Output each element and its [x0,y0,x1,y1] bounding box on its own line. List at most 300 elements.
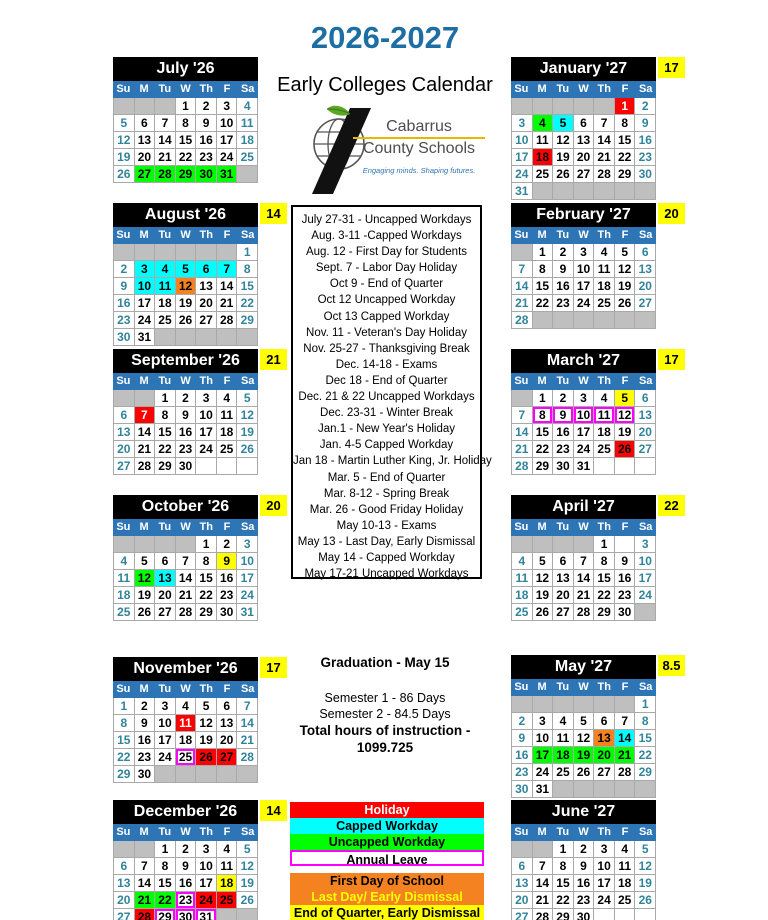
day-cell: 2 [176,841,197,858]
day-cell: 15 [533,424,554,441]
day-cell: 26 [615,295,636,312]
day-cell: 30 [135,766,156,783]
day-cell: 22 [155,892,176,909]
day-cell: 27 [574,166,595,183]
day-cell: 23 [135,749,156,766]
event-line: Mar. 8-12 - Spring Break [323,487,450,500]
event-line: Jan. 4-5 Capped Workday [319,439,454,452]
month-title: September '26 [113,349,258,373]
week-row [114,312,258,329]
weekday-label: Th [597,375,611,387]
week-row [512,98,656,115]
day-cell [594,696,615,713]
weekday-label: W [180,83,191,95]
weekday-label: F [621,229,629,241]
event-line: May 14 - Capped Workday [318,551,455,564]
day-cell: 8 [635,713,656,730]
weekday-header-row [113,227,258,244]
day-cell [533,841,554,858]
day-cell [574,696,595,713]
summary-block [270,655,500,755]
day-cell [196,458,217,475]
week-row [512,587,656,604]
week-row [512,713,656,730]
weekday-label: W [180,826,191,838]
day-cell [135,536,156,553]
day-cell [635,909,656,920]
day-cell: 17 [135,295,156,312]
day-cell: 11 [553,730,574,747]
day-cell: 6 [217,698,238,715]
day-cell: 13 [155,570,176,587]
logo-text [353,118,485,175]
day-cell: 5 [237,841,258,858]
day-cell: 18 [217,424,238,441]
day-cell: 19 [553,149,574,166]
day-cell [615,781,636,798]
week-row [512,781,656,798]
day-cell: 25 [594,295,615,312]
weekday-label: Sa [638,375,653,387]
day-cell: 27 [155,604,176,621]
month-june-27 [511,800,656,920]
week-row [512,115,656,132]
day-cell: 28 [155,166,176,183]
day-cell [114,98,135,115]
day-cell: 3 [594,841,615,858]
day-cell: 6 [135,115,156,132]
page-title: 2026-2027 [310,20,460,55]
week-row [114,132,258,149]
day-cell: 16 [615,570,636,587]
week-row [512,570,656,587]
weekday-label: W [180,683,191,695]
event-line: May 13 - Last Day, Early Dismissal [297,535,476,548]
day-cell [237,166,258,183]
weekday-label: Tu [556,681,570,693]
day-cell [635,781,656,798]
day-cell: 29 [553,909,574,920]
day-cell [155,329,176,346]
month-title: June '27 [511,800,656,824]
day-cell: 20 [217,732,238,749]
week-row [114,749,258,766]
legend-item: Capped Workday [290,818,484,834]
day-cell: 16 [635,132,656,149]
day-cell [574,183,595,200]
day-cell [512,244,533,261]
weekday-label: F [223,826,231,838]
day-cell: 16 [176,424,197,441]
day-cell: 21 [574,587,595,604]
day-cell: 29 [237,312,258,329]
day-cell: 8 [533,261,554,278]
day-cell: 18 [615,875,636,892]
day-cell: 27 [135,166,156,183]
day-cell [176,536,197,553]
day-cell: 31 [512,183,533,200]
weekday-label: F [223,229,231,241]
day-cell: 30 [512,781,533,798]
day-cell [196,329,217,346]
day-cell: 2 [553,244,574,261]
day-cell: 11 [237,115,258,132]
weekday-label: Sa [240,521,255,533]
day-cell: 30 [176,458,197,475]
weekday-header-row [113,519,258,536]
day-cell [635,458,656,475]
weekday-label: Tu [158,375,172,387]
weekday-label: Tu [556,826,570,838]
weekday-label: M [537,229,547,241]
day-cell: 11 [594,407,615,424]
week-row [512,278,656,295]
day-cell: 8 [553,858,574,875]
day-cell [594,312,615,329]
day-cell: 11 [512,570,533,587]
day-cell [615,183,636,200]
day-cell: 10 [217,115,238,132]
day-cell: 6 [594,713,615,730]
day-cell: 31 [196,909,217,920]
event-line: Dec. 14-18 - Exams [335,358,438,371]
day-cell: 5 [237,390,258,407]
day-cell: 5 [135,553,156,570]
day-cell: 27 [635,295,656,312]
day-cell: 22 [155,441,176,458]
day-cell [574,781,595,798]
day-cell: 15 [114,732,135,749]
weekday-label: F [621,83,629,95]
day-cell: 19 [114,149,135,166]
day-cell: 11 [217,407,238,424]
weekday-label: Th [597,521,611,533]
day-cell: 13 [217,715,238,732]
day-cell [574,536,595,553]
weekday-label: Su [116,521,131,533]
day-cell [533,696,554,713]
event-line: Dec. 23-31 - Winter Break [320,407,453,420]
day-cell: 11 [155,278,176,295]
day-cell: 2 [176,390,197,407]
day-cell: 11 [533,132,554,149]
weekday-label: Tu [158,521,172,533]
day-cell: 12 [615,407,636,424]
day-cell: 22 [615,149,636,166]
day-cell: 8 [155,407,176,424]
day-cell: 11 [176,715,197,732]
day-cell: 8 [594,553,615,570]
weekday-label: Th [199,229,213,241]
day-cell: 1 [553,841,574,858]
day-cell: 22 [533,295,554,312]
day-cell: 10 [155,715,176,732]
day-cell: 4 [217,841,238,858]
day-cell: 2 [574,841,595,858]
day-cell: 12 [533,570,554,587]
day-cell: 4 [594,390,615,407]
day-cell: 21 [176,587,197,604]
day-cell: 18 [114,587,135,604]
day-cell: 3 [574,390,595,407]
day-cell [217,766,238,783]
day-cell: 23 [176,441,197,458]
week-row [114,441,258,458]
day-cell: 13 [114,875,135,892]
day-cell: 12 [135,570,156,587]
day-cell: 30 [553,458,574,475]
day-cell: 29 [114,766,135,783]
month-grid [511,244,656,329]
month-grid [113,536,258,621]
event-line: Sept. 7 - Labor Day Holiday [315,262,458,275]
day-cell: 1 [196,536,217,553]
day-cell: 24 [135,312,156,329]
day-cell: 18 [594,278,615,295]
day-cell: 9 [176,858,197,875]
week-row [512,261,656,278]
day-cell: 22 [196,587,217,604]
month-grid [113,98,258,183]
day-cell: 6 [114,407,135,424]
day-cell [135,390,156,407]
day-cell: 18 [594,424,615,441]
day-cell: 24 [574,295,595,312]
weekday-label: Sa [638,681,653,693]
day-cell: 28 [217,312,238,329]
month-day-count-badge: 17 [658,349,685,370]
weekday-header-row [511,824,656,841]
day-cell: 13 [574,132,595,149]
week-row [512,604,656,621]
week-row [114,587,258,604]
day-cell [594,458,615,475]
day-cell: 6 [574,115,595,132]
day-cell [196,244,217,261]
day-cell: 15 [553,875,574,892]
day-cell: 5 [574,713,595,730]
weekday-label: Su [116,229,131,241]
week-row [114,115,258,132]
week-row [114,458,258,475]
legend-item: Uncapped Workday [290,834,484,850]
day-cell: 29 [196,604,217,621]
day-cell: 8 [533,407,554,424]
day-cell: 14 [533,875,554,892]
weekday-header-row [511,227,656,244]
week-row [114,424,258,441]
day-cell: 16 [135,732,156,749]
day-cell: 2 [135,698,156,715]
weekday-label: M [537,375,547,387]
day-cell: 14 [237,715,258,732]
weekday-label: F [223,83,231,95]
day-cell: 8 [155,858,176,875]
weekday-label: Tu [158,229,172,241]
month-grid [113,390,258,475]
day-cell: 13 [512,875,533,892]
weekday-label: Su [514,826,529,838]
weekday-label: W [578,229,589,241]
day-cell: 14 [135,875,156,892]
day-cell: 15 [635,730,656,747]
day-cell: 25 [217,441,238,458]
month-day-count-badge: 21 [260,349,287,370]
month-july-26 [113,57,258,183]
day-cell: 10 [533,730,554,747]
week-row [512,390,656,407]
day-cell [512,841,533,858]
day-cell: 18 [176,732,197,749]
logo-line2: County Schools [362,140,476,157]
day-cell: 11 [594,261,615,278]
day-cell [574,312,595,329]
day-cell: 23 [553,295,574,312]
day-cell: 28 [176,604,197,621]
weekday-label: Sa [240,683,255,695]
day-cell: 26 [237,441,258,458]
day-cell [155,536,176,553]
day-cell: 15 [533,278,554,295]
weekday-label: F [621,681,629,693]
day-cell: 23 [196,149,217,166]
weekday-label: W [578,826,589,838]
logo-line1: Cabarrus [386,118,452,135]
day-cell: 16 [553,424,574,441]
day-cell: 26 [533,604,554,621]
day-cell: 31 [217,166,238,183]
event-line: Jan 18 - Martin Luther King, Jr. Holiday [293,455,492,468]
day-cell: 14 [217,278,238,295]
day-cell: 28 [135,909,156,920]
day-cell: 17 [196,424,217,441]
weekday-label: M [139,83,149,95]
day-cell: 29 [635,764,656,781]
weekday-label: M [139,229,149,241]
month-title: April '27 [511,495,656,519]
day-cell [594,183,615,200]
week-row [512,458,656,475]
legend-item: End of Quarter, Early Dismissal [290,905,484,920]
month-may-27 [511,655,681,798]
day-cell: 16 [574,875,595,892]
day-cell: 2 [512,713,533,730]
day-cell: 19 [196,732,217,749]
day-cell: 27 [114,458,135,475]
day-cell: 7 [237,698,258,715]
day-cell: 17 [574,424,595,441]
day-cell: 29 [155,458,176,475]
month-grid [113,698,258,783]
day-cell: 6 [114,858,135,875]
weekday-label: Th [597,681,611,693]
day-cell: 20 [635,424,656,441]
day-cell: 30 [176,909,197,920]
day-cell [635,604,656,621]
weekday-label: M [537,681,547,693]
legend-item: Last Day/ Early Dismissal [290,889,484,905]
weekday-label: Sa [638,83,653,95]
day-cell [176,329,197,346]
day-cell [217,329,238,346]
legend-item: Holiday [290,802,484,818]
day-cell: 24 [196,892,217,909]
weekday-label: F [223,683,231,695]
day-cell: 28 [533,909,554,920]
weekday-label: Sa [638,826,653,838]
day-cell: 26 [135,604,156,621]
day-cell: 6 [196,261,217,278]
weekday-label: Su [116,83,131,95]
day-cell: 28 [135,458,156,475]
day-cell: 24 [635,587,656,604]
day-cell: 26 [615,441,636,458]
day-cell: 13 [196,278,217,295]
day-cell: 24 [512,166,533,183]
day-cell: 10 [237,553,258,570]
weekday-header-row [511,81,656,98]
day-cell: 23 [553,441,574,458]
day-cell [615,696,636,713]
week-row [114,295,258,312]
day-cell: 10 [574,407,595,424]
week-row [512,858,656,875]
day-cell: 3 [635,536,656,553]
week-row [114,166,258,183]
day-cell: 24 [196,441,217,458]
day-cell: 21 [217,295,238,312]
day-cell: 12 [237,858,258,875]
month-january-27 [511,57,679,200]
day-cell: 16 [512,747,533,764]
weekday-label: Th [199,375,213,387]
day-cell: 7 [533,858,554,875]
day-cell: 8 [176,115,197,132]
day-cell: 4 [512,553,533,570]
week-row [512,747,656,764]
day-cell: 20 [155,587,176,604]
day-cell: 19 [237,875,258,892]
day-cell: 10 [196,407,217,424]
day-cell: 5 [533,553,554,570]
day-cell: 1 [594,536,615,553]
key-dates-list [291,205,492,581]
day-cell: 25 [512,604,533,621]
day-cell: 30 [196,166,217,183]
day-cell: 1 [533,390,554,407]
day-cell: 15 [176,132,197,149]
week-row [512,696,656,713]
day-cell [135,841,156,858]
weekday-label: Sa [240,83,255,95]
day-cell: 23 [512,764,533,781]
weekday-header-row [113,824,258,841]
event-line: Mar. 26 - Good Friday Holiday [309,503,464,516]
day-cell: 22 [553,892,574,909]
day-cell: 25 [114,604,135,621]
day-cell: 29 [594,604,615,621]
day-cell: 2 [114,261,135,278]
week-row [114,390,258,407]
day-cell: 12 [615,261,636,278]
day-cell: 10 [574,261,595,278]
day-cell: 23 [635,149,656,166]
day-cell [533,183,554,200]
day-cell [512,98,533,115]
day-cell: 9 [615,553,636,570]
weekday-label: Su [514,83,529,95]
month-title: May '27 [511,655,656,679]
